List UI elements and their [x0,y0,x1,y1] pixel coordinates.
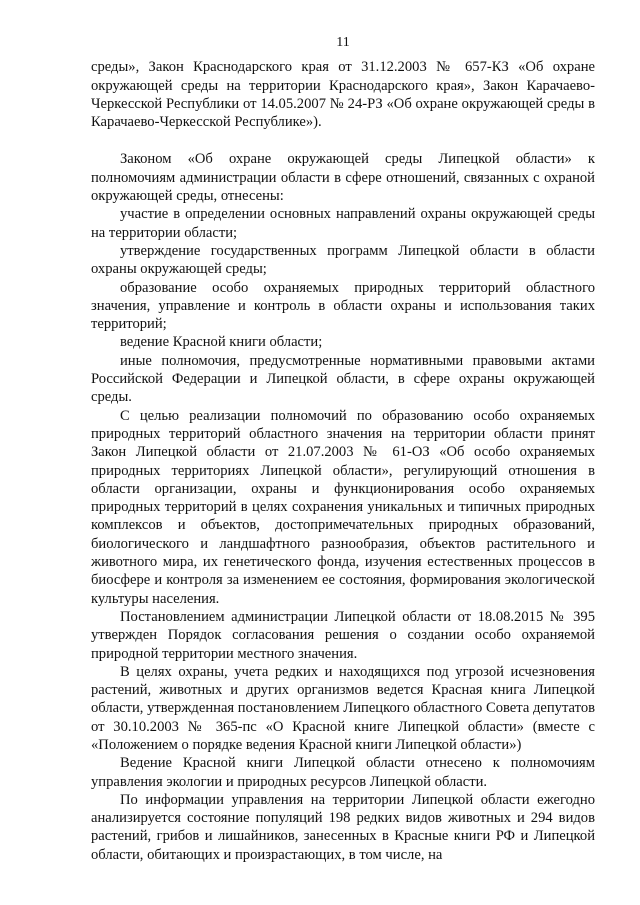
list-item-other-powers: иные полномочия, предусмотренные нормативными правовыми актами Российской Федерации и Липецкой области, в сфере охраны окружающей среды. [91,352,595,406]
paragraph-resolution-395: Постановлением администрации Липецкой области от 18.08.2015 № 395 утвержден Порядок согласования решения о создании особо охраняемой природной территории местного значения. [91,608,595,662]
page-number: 11 [336,35,350,50]
document-page [91,34,595,864]
paragraph-protected-areas-law: С целью реализации полномочий по образованию особо охраняемых природных территорий областного значения на территории области принят Закон Липецкой области от 21.07.2003 № 61-ОЗ «Об особо охраняемых природных территориях Липецкой области», регулирующий отношения в области организации, охраны и функционирования особо охраняемых природных территорий в целях сохранения уникальных и типичных природных комплексов и объектов, достопримечательных природных образований, биологического и ландшафтного разнообразия, объектов растительного и животного мира, их генетического фонда, изучения естественных процессов в биосфере и контроля за изменением ее состояния, формирования экологической культуры населения. [91,407,595,607]
list-item-directions: участие в определении основных направлений охраны окружающей среды на территории области; [91,206,595,241]
paragraph-continuation: среды», Закон Краснодарского края от 31.12.2003 № 657-КЗ «Об охране окружающей среды на территории Краснодарского края», Закон Карачаево-Черкесской Республики от 14.05.2007 № 24-РЗ «Об охране окружающей среды в Карачаево-Черкесской Республике»). [91,59,595,131]
paragraph-law-intro: Законом «Об охране окружающей среды Липецкой области» к полномочиям администрации области в сфере отношений, связанных с охраной окружающей среды, отнесены: [91,151,595,205]
list-item-red-book: ведение Красной книги области; [120,334,323,351]
paragraph-gap [91,131,595,150]
list-item-protected-areas: образование особо охраняемых природных территорий областного значения, управление и контроль в области охраны и использования таких территорий; [91,279,595,333]
paragraph-red-book-authority: Ведение Красной книги Липецкой области отнесено к полномочиям управления экологии и природных ресурсов Липецкой области. [91,755,595,790]
list-item-programs: утверждение государственных программ Липецкой области в области охраны окружающей среды; [91,242,595,278]
paragraph-population-monitoring: По информации управления на территории Липецкой области ежегодно анализируется состояние популяций 198 редких видов животных и 294 видов растений, грибов и лишайников, занесенных в Красные книги РФ и Липецкой области, обитающих и произрастающих, в том числе, на [91,791,595,863]
paragraph-red-book-maintenance: В целях охраны, учета редких и находящихся под угрозой исчезновения растений, животных и других организмов ведется Красная книга Липецкой области, утвержденная постановлением Липецкого областного Совета депутатов от 30.10.2003 № 365-пс «О Красной книге Липецкой области» (вместе с «Положением о порядке ведения Красной книги Липецкой области») [91,663,596,753]
